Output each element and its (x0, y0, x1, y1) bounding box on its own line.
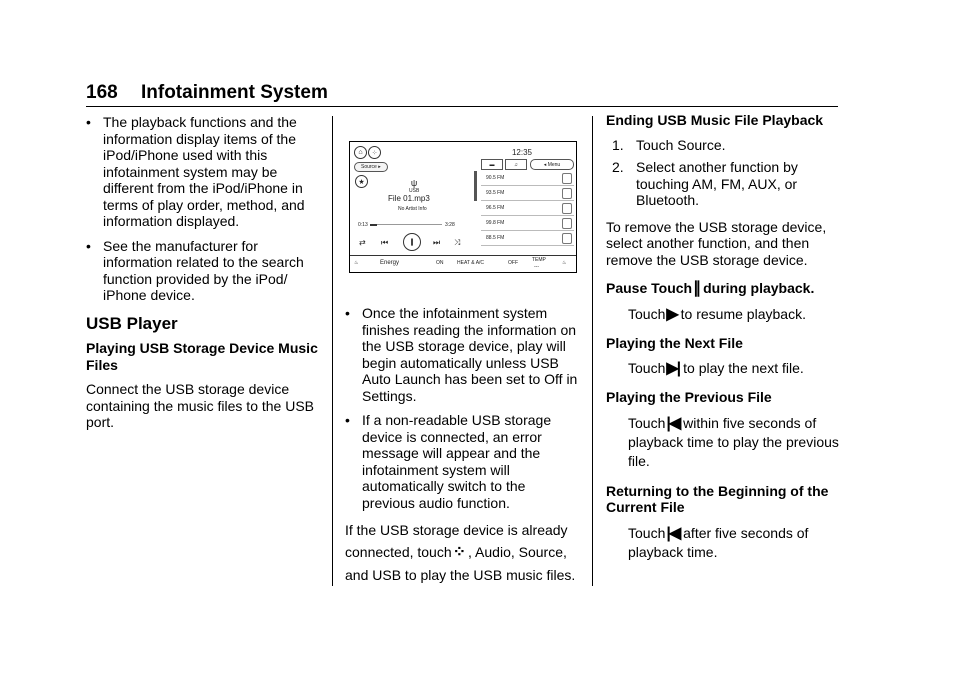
heat-ac-label: HEAT & A/C (457, 260, 485, 266)
artist-info: No Artist Info (398, 206, 427, 212)
column-3 (606, 112, 842, 572)
source-button: Source ▸ (354, 162, 388, 172)
fan-off-label: OFF (508, 260, 518, 266)
previous-track-icon: |◀ (666, 414, 680, 432)
home-icon: ⌂ (354, 146, 367, 159)
climate-bar (350, 255, 576, 272)
subsection-title: Playing the Next File (606, 335, 743, 351)
subsection-title: Playing USB Storage Device Music Files (86, 340, 318, 373)
station-label: 93.5 FM (486, 190, 505, 196)
previous-track-icon: |◀ (666, 524, 680, 542)
usb-icon: ψ (410, 178, 418, 188)
bullet-icon: • (345, 305, 350, 321)
header-rule (86, 106, 838, 107)
step-item: 2. Select another function by touching AM, FM, AUX, or Bluetooth. (612, 159, 798, 208)
bullet-item: • If a non-readable USB storage device is connected, an error message will appear and the infotainment system will automatically switch to the previous audio function. (345, 412, 552, 511)
preset-icon (562, 233, 572, 244)
next-track-icon: ▶| (666, 359, 680, 377)
progress-fill (370, 224, 377, 226)
preset-icon (562, 218, 572, 229)
play-icon: ▶ (666, 305, 677, 323)
bullet-icon: • (86, 237, 91, 254)
station-row (481, 186, 574, 201)
usb-label: ψ USB (409, 178, 420, 194)
shuffle-icon: ⤨ (454, 238, 461, 247)
station-label: 96.5 FM (486, 205, 505, 211)
subsection-title: Playing the Previous File (606, 389, 772, 405)
apps-icon: ⁘ (368, 146, 381, 159)
favorite-star-icon: ★ (355, 175, 368, 188)
section-title: USB Player (86, 313, 178, 333)
station-label: 99.8 FM (486, 220, 505, 226)
temp-value: --- (534, 264, 539, 270)
paragraph: If the USB storage device is already connected, touch⁘ , Audio, Source, and USB to play the USB music files. (345, 522, 576, 583)
temp-label: TEMP (532, 257, 546, 263)
seat-heat-icon: ♨ (354, 260, 359, 266)
instruction: Touch▶ to resume playback. (628, 305, 806, 323)
fan-on-label: ON (436, 260, 444, 266)
bullet-icon: • (345, 412, 350, 428)
progress-bar (370, 224, 442, 225)
preset-icon (562, 188, 572, 199)
bullet-item: • Once the infotainment system finishes reading the information on the USB storage device, play will begin automatically unless USB Auto Launch has been set to Off in Settings. (345, 305, 578, 404)
infotainment-screen-illustration (349, 141, 577, 273)
station-row (481, 216, 574, 231)
preset-icon (562, 173, 572, 184)
bullet-item: • The playback functions and the information display items of the iPod/iPhone used with this infotainment system may be different from the iPod/iPhone in terms of play order, method, and information displayed. (86, 114, 305, 229)
subsection-title: Pause Touch∥ during playback. (606, 280, 815, 297)
apps-icon: ⁘ (452, 544, 465, 561)
pause-icon: ∥ (403, 233, 421, 251)
subsection-title: Ending USB Music File Playback (606, 112, 824, 128)
music-tab-icon: ♫ (505, 159, 527, 170)
step-item: 1. Touch Source. (612, 136, 726, 153)
radio-tab-icon: ▬ (481, 159, 503, 170)
station-row (481, 231, 574, 246)
elapsed-time: 0:13 (358, 222, 368, 228)
bullet-item: • See the manufacturer for information related to the search function provided by the iPod/ iPhone device. (86, 237, 304, 303)
instruction: Touch|◀ within five seconds of playback time to play the previous file. (628, 414, 839, 469)
station-label: 88.5 FM (486, 235, 505, 241)
station-label: 90.5 FM (486, 175, 505, 181)
browse-tabs (481, 159, 574, 169)
subsection-title: Returning to the Beginning of the Current File (606, 482, 829, 515)
station-list (481, 171, 574, 246)
preset-icon (562, 203, 572, 214)
instruction: Touch|◀ after five seconds of playback time. (628, 524, 809, 560)
column-1 (86, 114, 318, 439)
page-number: 168 (86, 82, 118, 103)
file-name: File 01.mp3 (388, 194, 430, 203)
instruction: Touch▶| to play the next file. (628, 359, 804, 377)
column-2 (345, 305, 581, 594)
paragraph: To remove the USB storage device, select another function, and then remove the USB storage device. (606, 218, 827, 268)
bullet-icon: • (86, 114, 91, 130)
rear-seat-icon: ♨ (562, 260, 567, 266)
paragraph: Connect the USB storage device containing the music files to the USB port. (86, 381, 315, 430)
next-track-icon: ⏭ (433, 238, 441, 247)
station-row (481, 201, 574, 216)
repeat-icon: ⇄ (359, 238, 366, 247)
energy-label: Energy (380, 260, 400, 266)
station-row (481, 171, 574, 186)
total-time: 3:28 (445, 222, 455, 228)
clock: 12:35 (511, 148, 532, 157)
scroll-indicator (474, 171, 477, 201)
page-title: Infotainment System (140, 82, 328, 103)
pause-icon: ∥ (693, 280, 700, 297)
page-header (86, 82, 328, 104)
menu-button: ◂ Menu (530, 159, 574, 170)
column-divider-2 (592, 116, 593, 586)
column-divider-1 (332, 116, 333, 586)
previous-track-icon: ⏮ (381, 238, 389, 247)
